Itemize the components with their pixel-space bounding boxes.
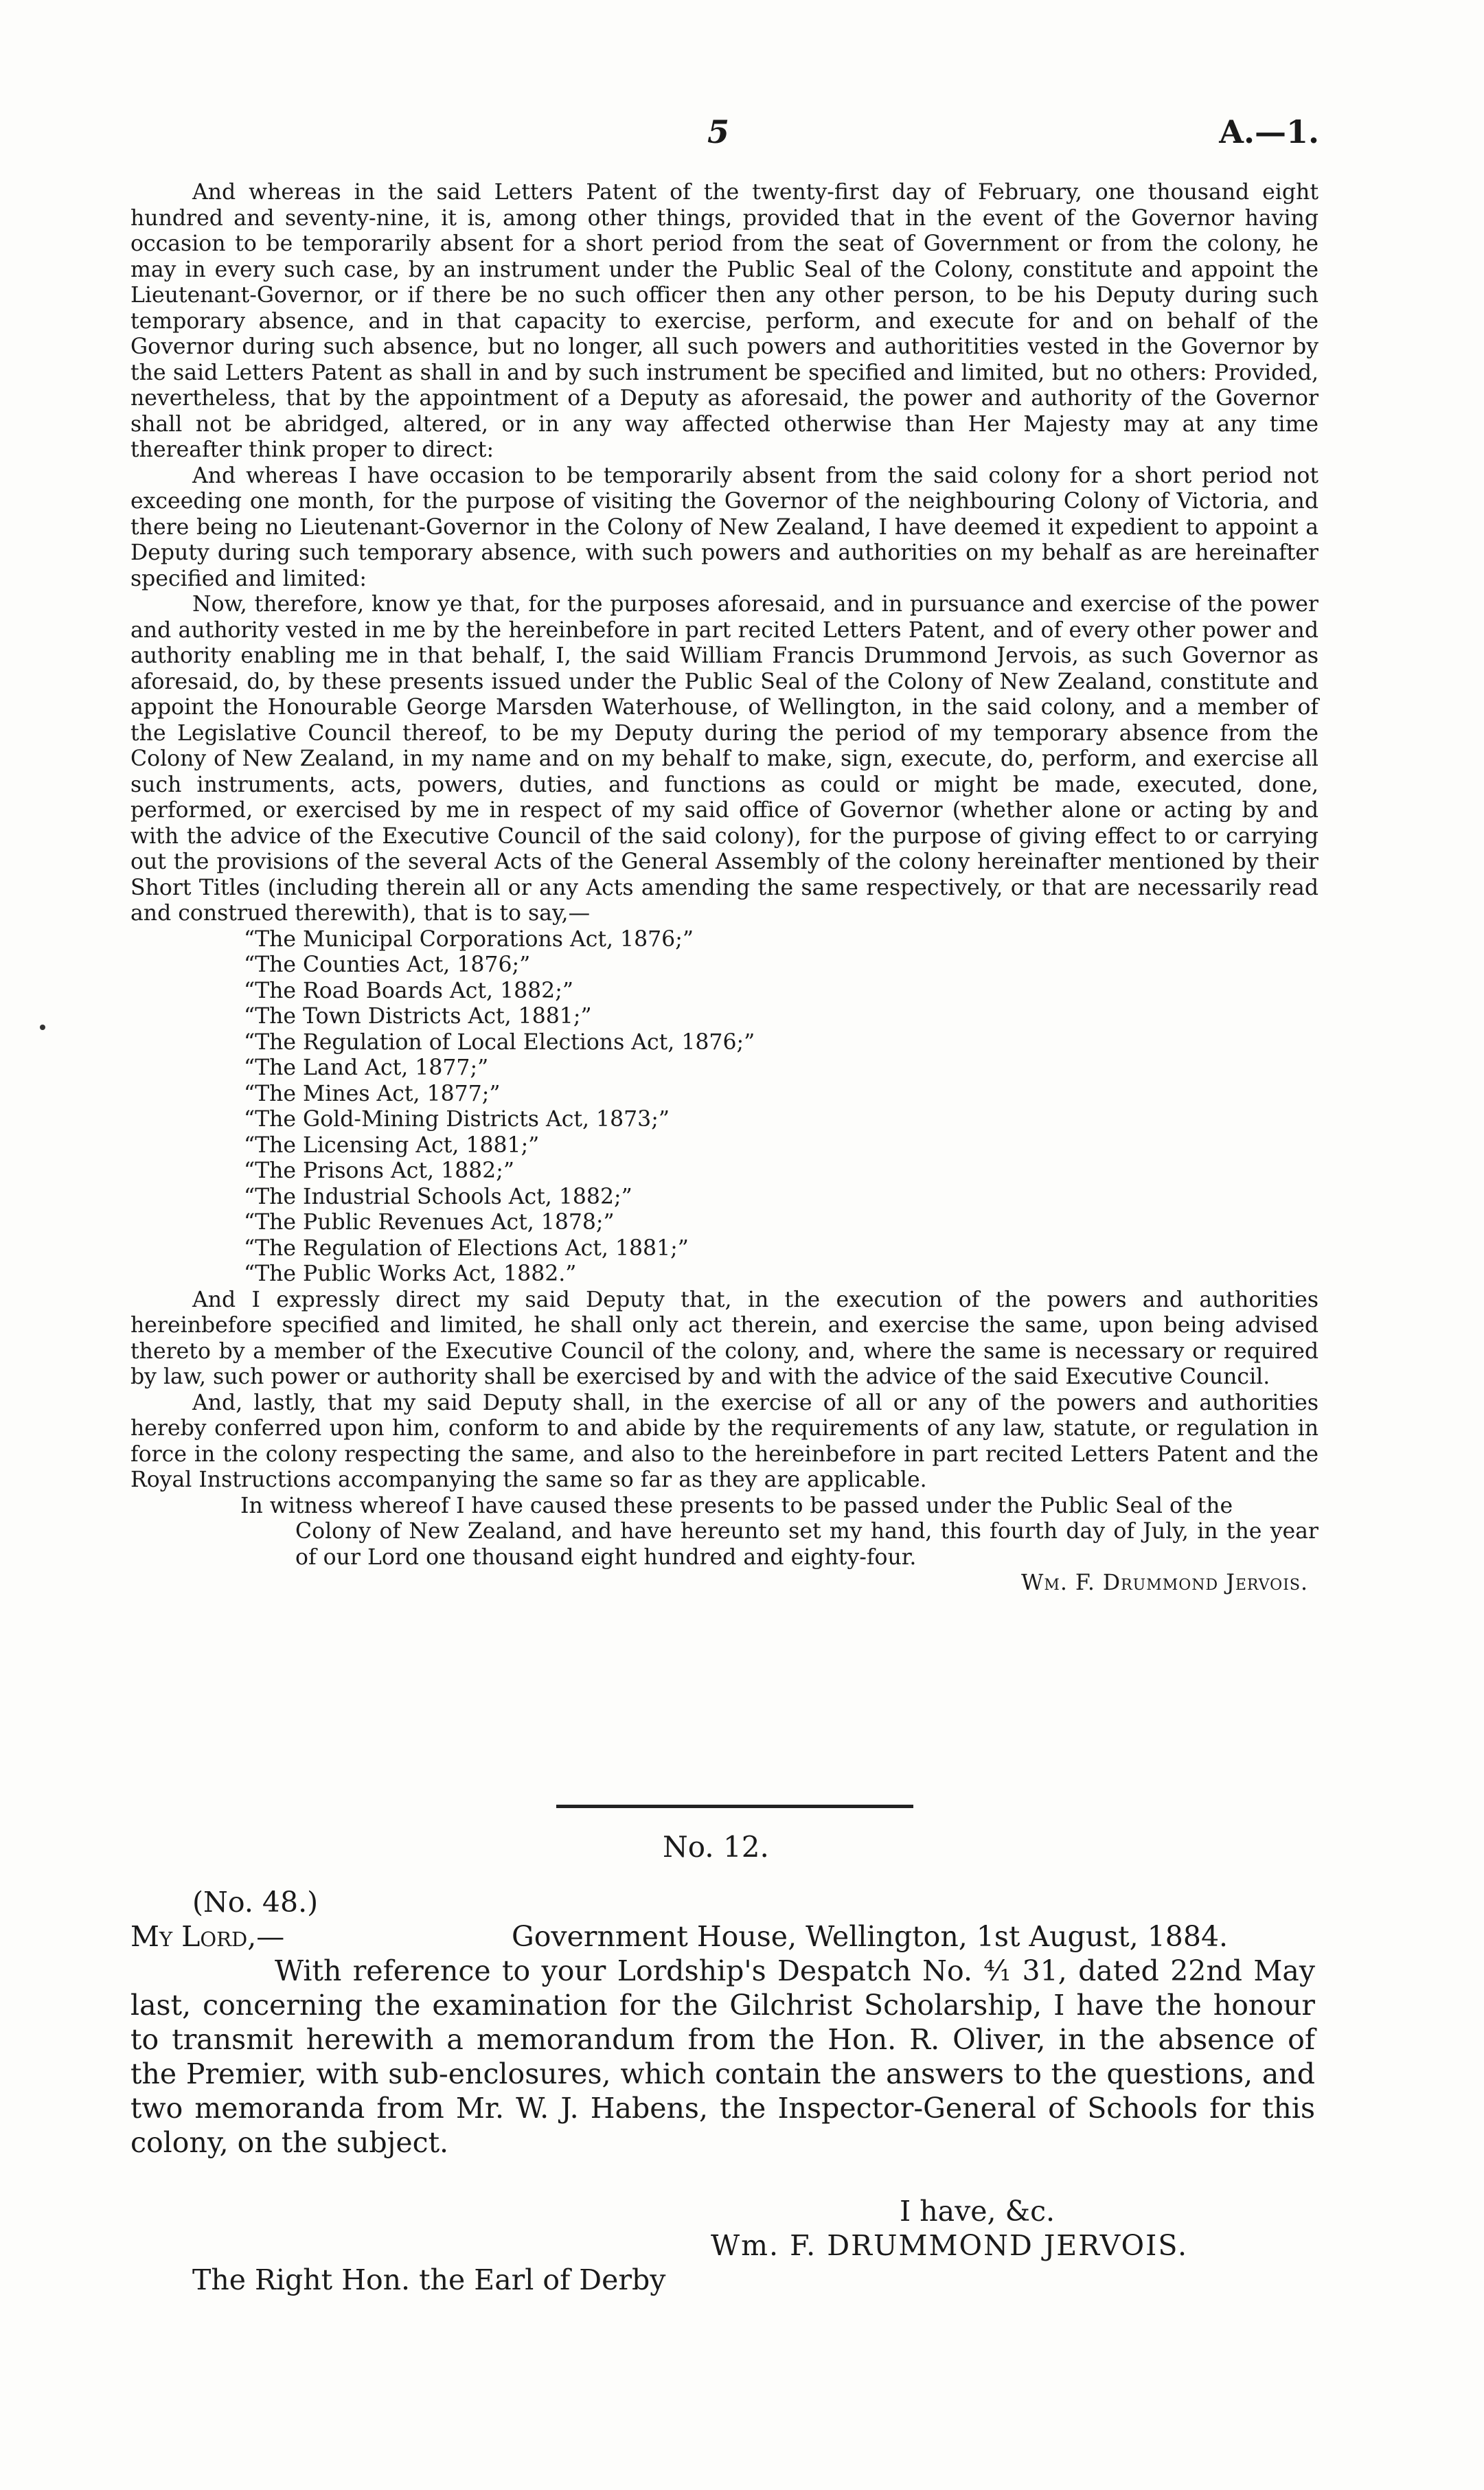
act-item: “The Land Act, 1877;”	[244, 1055, 489, 1080]
act-item: “The Public Revenues Act, 1878;”	[244, 1210, 615, 1235]
margin-mark	[40, 1025, 45, 1030]
witness-clause: In witness whereof I have caused these presents to be passed under the Public Seal of the	[240, 1493, 1233, 1518]
page-header	[0, 113, 1484, 161]
acts-list	[130, 927, 1319, 1288]
act-item: “The Town Districts Act, 1881;”	[244, 1004, 592, 1029]
page-reference: A.—1.	[1219, 113, 1319, 150]
paragraph-conformity: And, lastly, that my said Deputy shall, in the exercise of all or any of the powers and authorities hereby conferred upon him, conform to and abide by the requirements of any law, statute, or regulation in force in the colony respecting the same, and also to the hereinbefore in part recited Letters Patent and the Royal Instructions accompanying the same so far as they are applicable.	[130, 1390, 1319, 1492]
witness-clause-continued: Colony of New Zealand, and have hereunto set my hand, this fourth day of July, in the year of our Lord one thousand eight hundred and eighty-four.	[295, 1519, 1319, 1570]
act-item: “The Regulation of Elections Act, 1881;”	[244, 1235, 689, 1261]
place-date: Government House, Wellington, 1st August, 1884.	[512, 1920, 1229, 1953]
letter-body: With reference to your Lordship's Despatch No. ⁴⁄₁ 31, dated 22nd May last, concerning the examination for the Gilchrist Scholarship, I have the honour to transmit herewith a memorandum from the Hon. R. Oliver, in the absence of the Premier, with sub-enclosures, which contain the answers to the questions, and two memoranda from Mr. W. J. Habens, the Inspector-General of Schools for this colony, on the subject.	[130, 1954, 1315, 2159]
section-divider	[556, 1805, 913, 1808]
paragraph-temporary-absence: And whereas I have occasion to be temporarily absent from the said colony for a short period not exceeding one month, for the purpose of visiting the Governor of the neighbouring Colony of Victoria, and there being no Lieutenant-Governor in the Colony of New Zealand, I have deemed it expedient to appoint a Deputy during such temporary absence, with such powers and authorities on my behalf as are hereinafter specified and limited:	[130, 463, 1319, 591]
act-item: “The Regulation of Local Elections Act, 1876;”	[244, 1029, 755, 1055]
addressee: The Right Hon. the Earl of Derby	[192, 2263, 666, 2296]
act-item: “The Public Works Act, 1882.”	[244, 1261, 577, 1286]
despatch-number: (No. 48.)	[192, 1886, 319, 1919]
page-number: 5	[707, 113, 730, 150]
enclosure-number: No. 12.	[663, 1830, 769, 1864]
letter-signature: Wm. F. DRUMMOND JERVOIS.	[711, 2229, 1188, 2262]
act-item: “The Industrial Schools Act, 1882;”	[244, 1184, 632, 1209]
act-item: “The Mines Act, 1877;”	[244, 1081, 501, 1106]
act-item: “The Road Boards Act, 1882;”	[244, 978, 573, 1003]
paragraph-deputy-direction: And I expressly direct my said Deputy that, in the execution of the powers and authorities hereinbefore specified and limited, he shall only act therein, and exercise the same, upon being advised thereto by a member of the Executive Council of the colony, and, where the same is necessary or required by law, such power or authority shall be exercised by and with the advice of the said Executive Council.	[130, 1287, 1319, 1389]
salutation: My Lord,—	[130, 1920, 285, 1953]
act-item: “The Gold-Mining Districts Act, 1873;”	[244, 1107, 670, 1132]
act-item: “The Licensing Act, 1881;”	[244, 1132, 540, 1158]
act-item: “The Municipal Corporations Act, 1876;”	[244, 926, 694, 952]
paragraph-letters-patent: And whereas in the said Letters Patent of the twenty-first day of February, one thousand eight hundred and seventy-nine, it is, among other things, provided that in the event of the Governor having occasion to be temporarily absent for a short period from the seat of Government or from the colony, he may in every such case, by an instrument under the Public Seal of the Colony, constitute and appoint the Lieutenant-Governor, or if there be no such officer then any other person, to be his Deputy during such temporary absence, and in that capacity to exercise, perform, and execute for and on behalf of the Governor during such absence, but no longer, all such powers and authoritities vested in the Governor by the said Letters Patent as shall in and by such instrument be specified and limited, but no others: Provided, nevertheless, that by the appointment of a Deputy as aforesaid, the power and authority of the Governor shall not be abridged, altered, or in any way affected otherwise than Her Majesty may at any time thereafter think proper to direct:	[130, 180, 1319, 462]
deputy-appointment-text	[130, 180, 1319, 1597]
act-item: “The Prisons Act, 1882;”	[244, 1158, 514, 1183]
paragraph-appointment: Now, therefore, know ye that, for the purposes aforesaid, and in pursuance and exercise of the power and authority vested in me by the hereinbefore in part recited Letters Patent, and of every other power and authority enabling me in that behalf, I, the said William Francis Drummond Jervois, as such Governor as aforesaid, do, by these presents issued under the Public Seal of the Colony of New Zealand, constitute and appoint the Honourable George Marsden Waterhouse, of Wellington, in the said colony, and a member of the Legislative Council thereof, to be my Deputy during the period of my temporary absence from the Colony of New Zealand, in my name and on my behalf to make, sign, execute, do, perform, and exercise all such instruments, acts, powers, duties, and functions as could or might be made, executed, done, performed, or exercised by me in respect of my said office of Governor (whether alone or acting by and with the advice of the Executive Council of the said colony), for the purpose of giving effect to or carrying out the provisions of the several Acts of the General Assembly of the colony hereinafter mentioned by their Short Titles (including therein all or any Acts amending the same respectively, or that are necessarily read and construed therewith), that is to say,—	[130, 592, 1319, 926]
governor-signature: Wm. F. Drummond Jervois.	[1020, 1570, 1308, 1595]
act-item: “The Counties Act, 1876;”	[244, 952, 531, 977]
letter-closing: I have, &c.	[900, 2195, 1055, 2228]
